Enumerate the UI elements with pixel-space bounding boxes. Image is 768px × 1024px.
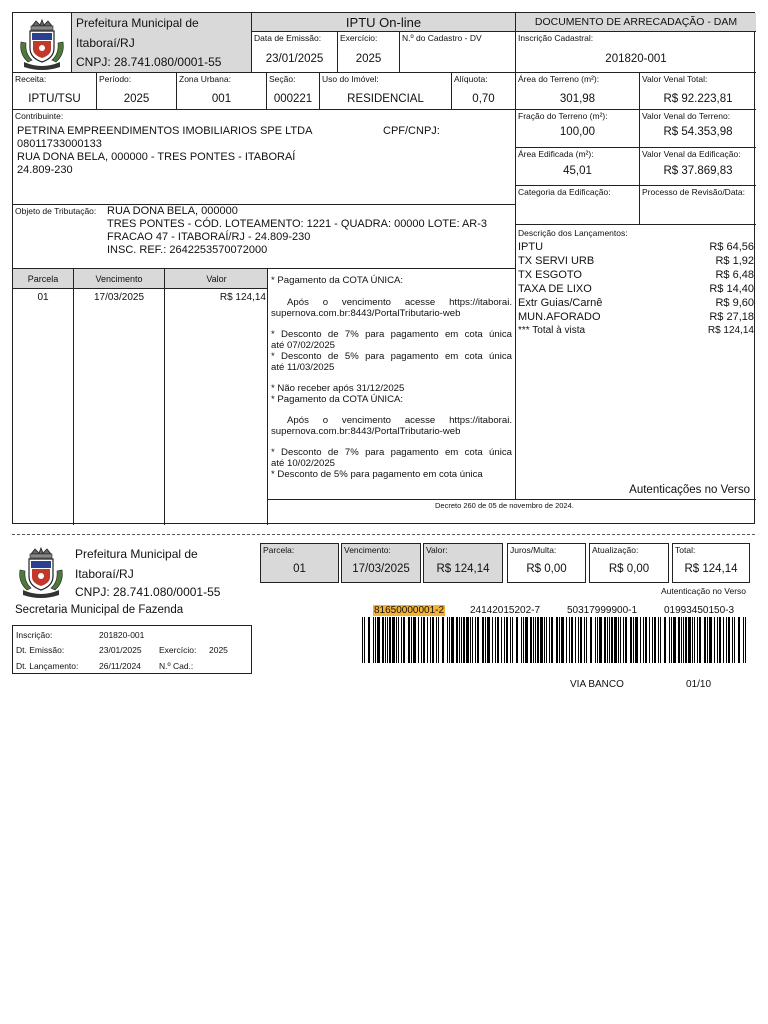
- stub-juros-field: [507, 543, 586, 583]
- barcode-bar: [575, 617, 576, 663]
- stub-valor-value: R$ 124,14: [436, 563, 490, 575]
- barcode-bar: [743, 617, 744, 663]
- parcela-header: Parcela: [27, 274, 59, 284]
- stub-prefeitura-label: Prefeitura Municipal de: [75, 547, 198, 561]
- barcode-bar: [408, 617, 410, 663]
- lancamento-total-name: *** Total à vista: [518, 325, 586, 336]
- barcode-bar: [699, 617, 701, 663]
- lancamento-row: [516, 268, 756, 282]
- barcode-bar: [482, 617, 484, 663]
- barcode-bar: [654, 617, 656, 663]
- header-title-block: [71, 13, 251, 73]
- fracao-field: [515, 109, 640, 148]
- barcode-bar: [530, 617, 532, 663]
- barcode-bar: [449, 617, 450, 663]
- city-label: Itaboraí/RJ: [76, 36, 135, 50]
- vencimento-header: Vencimento: [95, 274, 143, 284]
- secretaria-label: Secretaria Municipal de Fazenda: [15, 604, 184, 616]
- barcode-bar: [620, 617, 621, 663]
- stub-atualizacao-label: Atualização:: [592, 545, 639, 555]
- barcode-bar: [584, 617, 585, 663]
- valor-venal-total-label: Valor Venal Total:: [642, 74, 708, 84]
- barcode-bar: [364, 617, 365, 663]
- barcode-bar: [485, 617, 486, 663]
- barcode-bar: [595, 617, 596, 663]
- secao-label: Seção:: [269, 74, 296, 84]
- lancamento-row: [516, 240, 756, 254]
- barcode-bar: [704, 617, 706, 663]
- lancamento-total-value: R$ 124,14: [707, 325, 754, 336]
- barcode-bar: [745, 617, 746, 663]
- barcode-bar: [590, 617, 592, 663]
- stub-valor-label: Valor:: [426, 545, 448, 555]
- contribuinte-cep: 24.809-230: [17, 164, 73, 176]
- lancamento-total-row: [516, 324, 756, 338]
- barcode-bar: [398, 617, 399, 663]
- barcode-bar: [664, 617, 666, 663]
- barcode-bar: [533, 617, 534, 663]
- stub-valor-field: [423, 543, 503, 583]
- objeto-line-4: INSC. REF.: 2642253570072000: [107, 244, 268, 256]
- barcode-bar: [382, 617, 384, 663]
- info-exercicio-value: 2025: [209, 645, 228, 655]
- barcode-bar: [719, 617, 721, 663]
- cut-line: [12, 534, 755, 535]
- barcode-bar: [492, 617, 493, 663]
- parcela-row: [13, 292, 268, 306]
- barcode-bar: [723, 617, 724, 663]
- stub-coat-of-arms-logo: [15, 546, 67, 598]
- periodo-value: 2025: [123, 93, 150, 105]
- barcode-bar: [546, 617, 547, 663]
- stub-parcela-label: Parcela:: [263, 545, 295, 555]
- aliquota-value: 0,70: [472, 93, 495, 105]
- system-title-band: [251, 13, 515, 32]
- info-inscricao-value: 201820-001: [99, 630, 145, 640]
- parcela-vencimento: 17/03/2025: [93, 292, 145, 303]
- barcode-bar: [635, 617, 638, 663]
- barcode-bar: [604, 617, 606, 663]
- barcode-bar: [556, 617, 558, 663]
- venal-terreno-value: R$ 54.353,98: [663, 126, 733, 138]
- barcode-bar: [432, 617, 434, 663]
- barcode-bar: [738, 617, 740, 663]
- lancamento-name: IPTU: [518, 241, 544, 253]
- barcode-bar: [688, 617, 691, 663]
- barcode-bar: [459, 617, 460, 663]
- data-emissao-value: 23/01/2025: [265, 53, 324, 65]
- categoria-label: Categoria da Edificação:: [518, 187, 611, 197]
- barcode-bar: [614, 617, 617, 663]
- barcode-bar: [732, 617, 733, 663]
- barcode-bar: [392, 617, 395, 663]
- barcode-bar: [421, 617, 422, 663]
- barcode-bar: [497, 617, 499, 663]
- prefeitura-label: Prefeitura Municipal de: [76, 16, 199, 30]
- barcode-bar: [707, 617, 708, 663]
- barcode-bar: [487, 617, 490, 663]
- stub-atualizacao-value: R$ 0,00: [608, 563, 650, 575]
- periodo-label: Período:: [99, 74, 132, 84]
- venal-edificacao-label: Valor Venal da Edificação:: [642, 149, 741, 159]
- venal-edificacao-value: R$ 37.869,83: [663, 165, 733, 177]
- barcode-bar: [717, 617, 718, 663]
- barcode-bar: [728, 617, 730, 663]
- barcode-bar: [413, 617, 416, 663]
- barcode-bar: [477, 617, 479, 663]
- barcode-digits-2: 24142015202-7: [470, 605, 541, 616]
- zona-label: Zona Urbana:: [179, 74, 231, 84]
- receita-field: [13, 72, 97, 110]
- fracao-label: Fração do Terreno (m²):: [518, 111, 608, 121]
- stub-autenticacao-label: Autenticação no Verso: [660, 586, 746, 596]
- barcode-bar: [630, 617, 632, 663]
- stub-juros-label: Juros/Multa:: [510, 545, 557, 555]
- area-terreno-field: [515, 72, 640, 110]
- cnpj-label: CNPJ: 28.741.080/0001-55: [76, 55, 222, 69]
- barcode-bar: [368, 617, 370, 663]
- barcode-bar: [697, 617, 698, 663]
- barcode-bar: [685, 617, 687, 663]
- info-lancamento-value: 26/11/2024: [99, 661, 141, 671]
- barcode-bar: [389, 617, 391, 663]
- inscricao-value: 201820-001: [605, 53, 667, 65]
- venal-terreno-field: [639, 109, 756, 148]
- uso-value: RESIDENCIAL: [347, 93, 424, 105]
- area-edificada-value: 45,01: [563, 165, 592, 177]
- lancamento-row: [516, 296, 756, 310]
- barcode-bar: [660, 617, 661, 663]
- barcode-bar: [423, 617, 425, 663]
- info-ncad-label: N.º Cad.:: [159, 661, 194, 671]
- barcode-bar: [436, 617, 437, 663]
- barcode-bar: [373, 617, 374, 663]
- lancamento-value: R$ 64,56: [709, 241, 754, 253]
- lancamentos-block: [515, 224, 756, 500]
- stub-parcela-value: 01: [293, 563, 306, 575]
- categoria-field: [515, 185, 640, 225]
- barcode-bar: [599, 617, 602, 663]
- contribuinte-block: [13, 109, 516, 205]
- note-vencimento-2b: supernova.com.br:8443/PortalTributario-web: [271, 426, 461, 437]
- barcode-bar: [658, 617, 659, 663]
- barcode-bar: [607, 617, 608, 663]
- barcode-bar: [525, 617, 528, 663]
- barcode-bar: [561, 617, 564, 663]
- note-cota-unica-2: * Pagamento da COTA ÚNICA:: [271, 394, 404, 405]
- note-desconto5-1b: até 11/03/2025: [271, 362, 335, 373]
- note-nao-receber: * Não receber após 31/12/2025: [271, 383, 405, 394]
- parcela-number: 01: [37, 292, 49, 303]
- stub-juros-value: R$ 0,00: [526, 563, 567, 575]
- decreto-note: Decreto 260 de 05 de novembro de 2024.: [435, 501, 574, 510]
- processo-field: [639, 185, 756, 225]
- barcode-bar: [681, 617, 682, 663]
- stub-parcela-field: [260, 543, 339, 583]
- barcode-bar: [571, 617, 573, 663]
- barcode-bar: [566, 617, 567, 663]
- barcode-bar: [501, 617, 502, 663]
- data-emissao-label: Data de Emissão:: [254, 33, 322, 43]
- note-desconto7-1b: até 07/02/2025: [271, 340, 336, 351]
- stub-vencimento-field: [341, 543, 421, 583]
- barcode-bar: [643, 617, 644, 663]
- barcode-bar: [551, 617, 553, 663]
- autenticacoes-label: Autenticações no Verso: [629, 484, 750, 496]
- barcode-bar: [578, 617, 579, 663]
- lancamento-name: TX ESGOTO: [518, 269, 582, 281]
- stub-total-label: Total:: [675, 545, 696, 555]
- area-terreno-value: 301,98: [559, 93, 596, 105]
- barcode-bar: [618, 617, 619, 663]
- stub-vencimento-value: 17/03/2025: [352, 563, 410, 575]
- venal-edificacao-field: [639, 147, 756, 186]
- exercicio-value: 2025: [355, 53, 382, 65]
- doc-title-band: [515, 13, 756, 32]
- secao-field: [266, 72, 320, 110]
- periodo-field: [96, 72, 177, 110]
- lancamento-value: R$ 14,40: [709, 283, 754, 295]
- aliquota-label: Alíquota:: [454, 74, 488, 84]
- contribuinte-doc: 08011733000133: [17, 138, 102, 150]
- valor-header: Valor: [206, 274, 227, 284]
- parcelas-header: [13, 268, 268, 289]
- barcode-bar: [625, 617, 627, 663]
- area-edificada-field: [515, 147, 640, 186]
- barcode-bar: [569, 617, 570, 663]
- barcode-bar: [427, 617, 428, 663]
- barcode-bar: [447, 617, 448, 663]
- barcode-bar: [540, 617, 543, 663]
- barcode-bar: [669, 617, 670, 663]
- barcode-bar: [385, 617, 386, 663]
- uso-label: Uso do Imóvel:: [322, 74, 379, 84]
- stub-city-label: Itaboraí/RJ: [75, 567, 134, 581]
- barcode-bar: [472, 617, 473, 663]
- barcode-bar: [403, 617, 405, 663]
- barcode-bar: [466, 617, 469, 663]
- barcode-bar: [430, 617, 431, 663]
- barcode-bar: [521, 617, 522, 663]
- barcode-bar: [671, 617, 672, 663]
- barcode-bar: [401, 617, 402, 663]
- venal-terreno-label: Valor Venal do Terreno:: [642, 111, 731, 121]
- note-vencimento-2a: Após o vencimento acesse https://itaborai.: [287, 415, 512, 426]
- objeto-line-2: TRES PONTES - CÓD. LOTEAMENTO: 1221 - QUADRA: 00000 LOTE: AR-3: [107, 218, 488, 230]
- barcode-bar: [451, 617, 454, 663]
- contribuinte-name: PETRINA EMPREENDIMENTOS IMOBILIARIOS SPE LTDA: [17, 125, 313, 137]
- barcode-bar: [463, 617, 465, 663]
- objeto-line-3: FRACAO 47 - ITABORAÍ/RJ - 24.809-230: [107, 231, 311, 243]
- lancamento-value: R$ 9,60: [715, 297, 754, 309]
- valor-venal-total-field: [639, 72, 756, 110]
- note-vencimento-1a: Após o vencimento acesse https://itaborai.: [287, 297, 512, 308]
- barcode-digits-1: 81650000001-2: [374, 605, 445, 616]
- barcode-bar: [559, 617, 560, 663]
- objeto-label: Objeto de Tributação:: [15, 206, 97, 216]
- barcode-bar: [549, 617, 550, 663]
- aliquota-field: [451, 72, 516, 110]
- num-cadastro-label: N.º do Cadastro - DV: [402, 33, 482, 43]
- inscricao-field: [515, 32, 756, 73]
- barcode-bar: [537, 617, 539, 663]
- lancamento-value: R$ 6,48: [715, 269, 754, 281]
- note-desconto5-2: * Desconto de 5% para pagamento em cota única: [271, 469, 483, 480]
- barcode-bar: [673, 617, 676, 663]
- stub-total-field: [672, 543, 750, 583]
- barcode-bar: [678, 617, 680, 663]
- barcode-bar: [535, 617, 536, 663]
- processo-label: Processo de Revisão/Data:: [642, 187, 745, 197]
- barcode-digits-3: 50317999900-1: [567, 605, 638, 616]
- contribuinte-address: RUA DONA BELA, 000000 - TRES PONTES - ITABORAÍ: [17, 151, 296, 163]
- barcode-bar: [586, 617, 587, 663]
- barcode-bar: [495, 617, 496, 663]
- lancamento-row: [516, 282, 756, 296]
- inscricao-label: Inscrição Cadastral:: [518, 33, 594, 43]
- barcode-bar: [512, 617, 513, 663]
- secao-value: 000221: [273, 93, 313, 105]
- parcela-valor: R$ 124,14: [219, 292, 266, 303]
- note-desconto7-1a: * Desconto de 7% para pagamento em cota única: [271, 329, 512, 340]
- stub-cnpj-label: CNPJ: 28.741.080/0001-55: [75, 585, 221, 599]
- barcode-digits-4: 01993450150-3: [664, 605, 735, 616]
- info-exercicio-label: Exercício:: [159, 645, 197, 655]
- barcode-bar: [611, 617, 613, 663]
- stub-info-box: [12, 625, 252, 674]
- barcode-bar: [456, 617, 458, 663]
- barcode-bar: [633, 617, 634, 663]
- contribuinte-label: Contribuinte:: [15, 111, 64, 121]
- note-desconto7-2b: até 10/02/2025: [271, 458, 336, 469]
- barcode-bar: [516, 617, 518, 663]
- exercicio-field: [337, 32, 400, 73]
- barcode-bar: [649, 617, 650, 663]
- zona-value: 001: [211, 93, 232, 105]
- lancamento-row: [516, 310, 756, 324]
- lancamento-name: TX SERVI URB: [518, 255, 595, 267]
- via-banco-label: VIA BANCO: [570, 679, 624, 690]
- barcode-bar: [377, 617, 380, 663]
- exercicio-label: Exercício:: [340, 33, 378, 43]
- lancamento-value: R$ 1,92: [715, 255, 754, 267]
- page-counter: 01/10: [686, 679, 712, 690]
- lancamento-name: Extr Guias/Carnê: [518, 297, 603, 309]
- barcode-bar: [580, 617, 582, 663]
- dam-document: [12, 12, 755, 524]
- barcode-bar: [438, 617, 439, 663]
- barcode-bar: [714, 617, 715, 663]
- barcode-bar: [411, 617, 412, 663]
- receita-value: IPTU/TSU: [28, 93, 81, 105]
- barcode-bar: [396, 617, 397, 663]
- doc-title: DOCUMENTO DE ARRECADAÇÃO - DAM: [534, 16, 738, 28]
- barcode-bar: [442, 617, 444, 663]
- lancamentos-label: Descrição dos Lançamentos:: [518, 228, 628, 238]
- barcode-bar: [597, 617, 598, 663]
- barcode-bar: [694, 617, 695, 663]
- barcode-bar: [475, 617, 476, 663]
- fracao-value: 100,00: [559, 126, 596, 138]
- num-cadastro-field: [399, 32, 516, 73]
- stub-vencimento-label: Vencimento:: [344, 545, 391, 555]
- note-desconto7-2a: * Desconto de 7% para pagamento em cota única: [271, 447, 512, 458]
- cpf-cnpj-label: CPF/CNPJ:: [383, 125, 440, 137]
- barcode-bar: [683, 617, 684, 663]
- area-edificada-label: Área Edificada (m²):: [518, 149, 594, 159]
- payment-barcode: [362, 617, 750, 663]
- barcode-bar: [375, 617, 376, 663]
- uso-field: [319, 72, 452, 110]
- lancamento-value: R$ 27,18: [709, 311, 754, 323]
- barcode-bar: [726, 617, 727, 663]
- barcode-bar: [504, 617, 505, 663]
- zona-field: [176, 72, 267, 110]
- barcode-bar: [652, 617, 653, 663]
- barcode-bar: [544, 617, 545, 663]
- barcode-bar: [640, 617, 641, 663]
- barcode-bar: [523, 617, 524, 663]
- stub-atualizacao-field: [589, 543, 669, 583]
- barcode-bar: [461, 617, 462, 663]
- barcode-bar: [709, 617, 712, 663]
- note-desconto5-1a: * Desconto de 5% para pagamento em cota única: [271, 351, 512, 362]
- objeto-line-1: RUA DONA BELA, 000000: [107, 205, 238, 217]
- barcode-bar: [623, 617, 624, 663]
- city-coat-of-arms-logo: [16, 18, 68, 70]
- note-vencimento-1b: supernova.com.br:8443/PortalTributario-web: [271, 308, 461, 319]
- barcode-bar: [506, 617, 508, 663]
- data-emissao-field: [251, 32, 338, 73]
- area-terreno-label: Área do Terreno (m²):: [518, 74, 600, 84]
- info-emissao-label: Dt. Emissão:: [16, 645, 65, 655]
- lancamento-row: [516, 254, 756, 268]
- stub-total-value: R$ 124,14: [684, 563, 738, 575]
- barcode-bar: [362, 617, 363, 663]
- receita-label: Receita:: [15, 74, 47, 84]
- objeto-tributacao-block: [13, 204, 516, 269]
- payment-notes: [271, 275, 512, 480]
- lancamento-name: TAXA DE LIXO: [518, 283, 592, 295]
- barcode-bar: [510, 617, 511, 663]
- info-inscricao-label: Inscrição:: [16, 630, 53, 640]
- barcode-bar: [609, 617, 610, 663]
- info-lancamento-label: Dt. Lançamento:: [16, 661, 79, 671]
- barcode-bar: [418, 617, 419, 663]
- barcode-bar: [734, 617, 735, 663]
- note-cota-unica-1: * Pagamento da COTA ÚNICA:: [271, 275, 404, 286]
- barcode-bar: [645, 617, 647, 663]
- system-title: IPTU On-line: [345, 15, 422, 30]
- barcode-bar: [692, 617, 693, 663]
- lancamento-name: MUN.AFORADO: [518, 311, 601, 323]
- barcode-bar: [470, 617, 471, 663]
- valor-venal-total-value: R$ 92.223,81: [663, 93, 733, 105]
- barcode-bar: [387, 617, 388, 663]
- info-emissao-value: 23/01/2025: [99, 645, 142, 655]
